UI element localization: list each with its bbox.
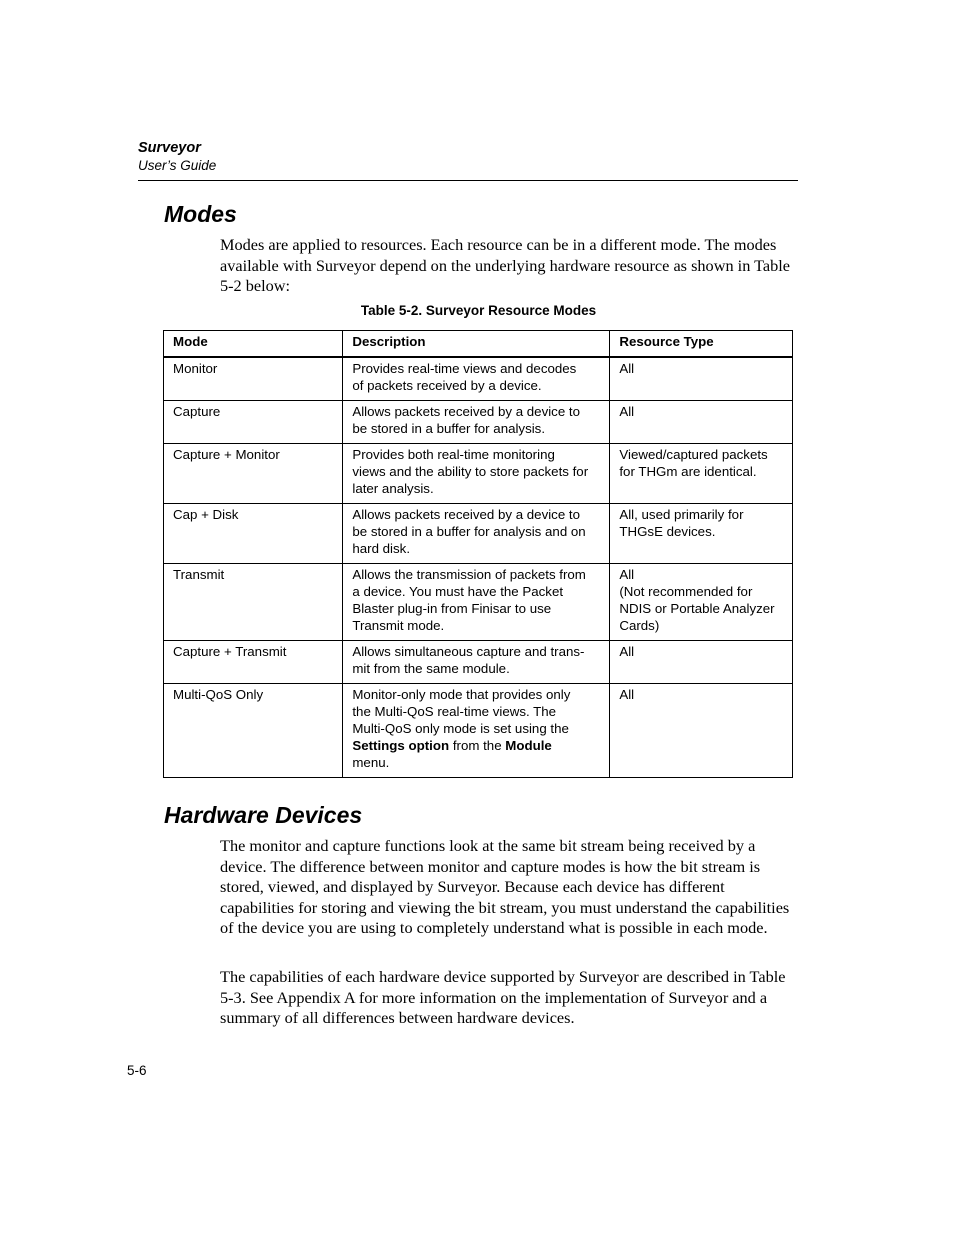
cell-resource-type: [610, 504, 793, 564]
resource-modes-table: [163, 330, 793, 778]
resource-line: (Not recommended for: [619, 584, 753, 599]
settings-option-emphasis: Settings option: [352, 738, 450, 753]
resource-line: All: [619, 361, 635, 376]
description-connector: from the: [449, 738, 506, 753]
cell-resource-type: [610, 684, 793, 778]
cell-description: [343, 564, 610, 641]
cell-resource-type: [610, 641, 793, 684]
resource-line: Viewed/captured packets: [619, 447, 768, 462]
resource-line: NDIS or Portable Analyzer: [619, 601, 775, 616]
resource-line: All, used primarily for: [619, 507, 744, 522]
description-line: Monitor-only mode that provides only: [352, 687, 571, 702]
cell-description: [343, 401, 610, 444]
running-header: [138, 139, 798, 174]
resource-line: Cards): [619, 618, 660, 633]
description-line: mit from the same module.: [352, 661, 510, 676]
table-row: [164, 401, 793, 444]
header-rule: [138, 180, 798, 181]
description-line: later analysis.: [352, 481, 434, 496]
resource-line: THGsE devices.: [619, 524, 716, 539]
column-header-resource-type: Resource Type: [610, 331, 793, 358]
cell-resource-type: [610, 444, 793, 504]
cell-mode: Multi-QoS Only: [164, 684, 343, 778]
resource-line: All: [619, 567, 635, 582]
description-line: Blaster plug-in from Finisar to use: [352, 601, 552, 616]
description-line-with-emphasis: [352, 737, 601, 754]
header-subtitle: User’s Guide: [138, 158, 217, 173]
cell-description: [343, 357, 610, 401]
table-row: [164, 641, 793, 684]
description-line: Allows the transmission of packets from: [352, 567, 586, 582]
description-line: be stored in a buffer for analysis.: [352, 421, 546, 436]
cell-mode: Monitor: [164, 357, 343, 401]
cell-mode: Capture: [164, 401, 343, 444]
hardware-paragraph-2: The capabilities of each hardware device supported by Surveyor are described in Table 5-3. See Appendix A for more information on the implementation of Surveyor and a summary of all differences between hardware devices.: [220, 967, 786, 1027]
description-line: Allows packets received by a device to: [352, 404, 580, 419]
cell-resource-type: [610, 564, 793, 641]
description-line: views and the ability to store packets for: [352, 464, 589, 479]
table-row: [164, 564, 793, 641]
resource-line: All: [619, 687, 635, 702]
resource-line: All: [619, 644, 635, 659]
page-number: 5-6: [127, 1063, 147, 1078]
description-line: Provides real-time views and decodes: [352, 361, 577, 376]
modes-paragraph: Modes are applied to resources. Each resource can be in a different mode. The modes available with Surveyor depend on the underlying hardware resource as shown in Table 5-2 below:: [220, 235, 791, 295]
table-caption: Table 5-2. Surveyor Resource Modes: [360, 303, 597, 318]
table-row: [164, 357, 793, 401]
resource-line: for THGm are identical.: [619, 464, 757, 479]
description-line: menu.: [352, 755, 390, 770]
cell-mode: Capture + Transmit: [164, 641, 343, 684]
table-header-row: [164, 331, 793, 358]
cell-description: [343, 684, 610, 778]
description-line: of packets received by a device.: [352, 378, 542, 393]
hardware-paragraph-1: The monitor and capture functions look at the same bit stream being received by a device. The difference between monitor and capture modes is how the bit stream is stored, viewed, and displayed by Surveyor. Because each device has different capabilities for storing and viewing the bit stream, you must understand the capabilities of the device you are using to completely understand what is possible in each mode.: [220, 836, 790, 937]
column-header-description: Description: [343, 331, 610, 358]
description-line: Provides both real-time monitoring: [352, 447, 555, 462]
hardware-devices-heading: Hardware Devices: [164, 802, 363, 828]
description-line: Allows packets received by a device to: [352, 507, 580, 522]
header-title: Surveyor: [138, 140, 201, 156]
cell-resource-type: [610, 357, 793, 401]
cell-resource-type: [610, 401, 793, 444]
description-line: hard disk.: [352, 541, 411, 556]
module-emphasis: Module: [505, 738, 552, 753]
column-header-mode: Mode: [164, 331, 343, 358]
cell-description: [343, 504, 610, 564]
resource-line: All: [619, 404, 635, 419]
table-row: [164, 444, 793, 504]
cell-mode: Cap + Disk: [164, 504, 343, 564]
description-line: Allows simultaneous capture and trans-: [352, 644, 585, 659]
cell-description: [343, 641, 610, 684]
description-line: Transmit mode.: [352, 618, 445, 633]
table-row: [164, 504, 793, 564]
description-line: be stored in a buffer for analysis and on: [352, 524, 586, 539]
description-line: a device. You must have the Packet: [352, 584, 564, 599]
table-row: [164, 684, 793, 778]
cell-mode: Capture + Monitor: [164, 444, 343, 504]
cell-mode: Transmit: [164, 564, 343, 641]
modes-heading: Modes: [164, 201, 237, 227]
description-line: the Multi-QoS real-time views. The: [352, 704, 557, 719]
cell-description: [343, 444, 610, 504]
description-line: Multi-QoS only mode is set using the: [352, 721, 569, 736]
